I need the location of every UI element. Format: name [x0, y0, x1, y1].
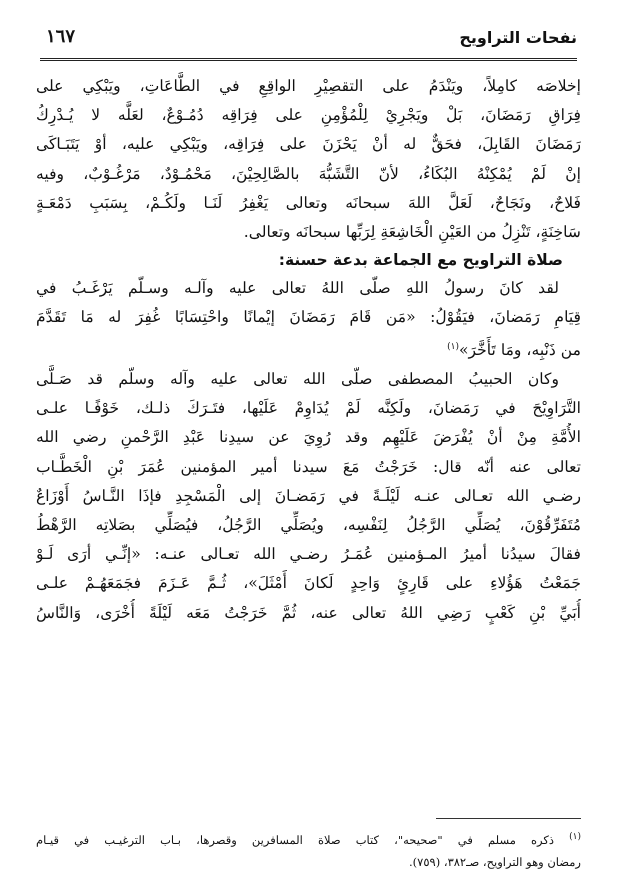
text-line: وكان الحبيبُ المصطفى صلّى الله تعالى عليه وآله وسلّم قد صَـلَّى	[36, 370, 559, 389]
header-divider	[40, 58, 577, 61]
text-line	[36, 333, 581, 365]
text-line: فَلاحٌ، ونَجَاحٌ، لَعَلَّ اللهَ سبحانَه وتعالى يَغْفِرُ لَنَـا ولَكُـمْ، بِسَبَبِ دَمْعَـةٍ	[36, 193, 581, 212]
footnote-line: رمضان وهو التراويح، صـ٣٨٢، (٧٥٩).	[409, 854, 581, 869]
text-line: سَاخِنَةٍ، تَنْزِلُ من العَيْنِ الْخَاشِعَةِ لِرَبِّها سبحانَه وتعالى.	[243, 223, 581, 242]
footnote-line	[36, 826, 581, 851]
text-line: لقد كانَ رسولُ اللهِ صلّى اللهُ تعالى عليه وآلـه وسـلّم يَرْغَـبُ في	[36, 279, 559, 298]
text-line: إنْ لَمْ يُمْكِنْهُ البُكَاءُ، لأنّ التَّشَبُّهَ بالصَّالِحِيْنَ، مَحْمُـوْدٌ، مَرْغُـوْبٌ، وفيه	[36, 164, 581, 183]
text-line-content: من ذَنْبِه، ومَا تَأَخَّرَ»	[459, 340, 581, 359]
text-line: تعالى عنه أنّه قال: خَرَجْتُ مَعَ سيدنا أمير المؤمنين عُمَرَ بْنِ الْخَطَّـاب	[36, 457, 581, 476]
main-text	[36, 72, 581, 628]
text-line: رَمَضَانَ القَابِلَ، فحَقٌّ له أنْ يَحْزَنَ على فِرَاقِه، ويَبْكِي عليه، أوْ يَتَبَـاكَى	[36, 135, 581, 154]
text-line: فِرَاقِ رَمَضَانَ، بَلْ ويَجْرِيْ لِلْمُؤْمِنِ على فِرَاقِه دُمُـوْعٌ، لعَلَّه لا يُـدْرِكُ	[36, 106, 581, 125]
text-line: جَمَعْتُ هَؤُلاءِ على قَارِئٍ وَاحِدٍ لَكانَ أَمْثَلَ»، ثُـمَّ عَـزَمَ فجَمَعَهُـمْ علـى	[36, 574, 581, 593]
text-line: فقالَ سيدُنا أميرُ المـؤمنين عُمَـرُ رضـي الله تعـالى عنـه: «إنِّـي أرَى لَـوْ	[36, 545, 581, 564]
page-header	[40, 24, 577, 52]
footnote	[36, 826, 581, 873]
footnote-marker: (١)	[569, 832, 581, 842]
footnote-divider	[436, 818, 581, 819]
text-line: إخلاصَه كامِلاً، ويَنْدَمُ على التقصِيْرِ الواقِعِ في الطَّاعَاتِ، ويَبْكِي على	[36, 77, 581, 95]
page-number: ١٦٧	[46, 26, 76, 47]
footnote-text: ذكره مسلم في "صحيحه"، كتاب صلاة المسافرين وقصرها، بـاب الترغيـب في قيـام	[36, 832, 554, 847]
text-line: التَّرَاوِيْحَ في رَمَضانَ، ولَكِنَّه لَمْ يُدَاوِمْ عَلَيْها، فتَـرَكَ ذلـك، خَوْفًـا علـى	[36, 399, 581, 418]
text-line: قِيَامِ رَمَضانَ، فيَقُوْلُ: «مَن قَامَ رَمَضَانَ إيْمانًا واحْتِسَابًا غُفِرَ له مَا تَقَدَّمَ	[36, 308, 581, 327]
footnote-reference[interactable]: (١)	[447, 341, 459, 352]
text-line: رضـي الله تعـالى عنـه لَيْلَـةً في رَمَضـانَ إلى الْمَسْجِدِ فإذَا النَّـاسُ أَوْزَاعٌ	[36, 486, 581, 505]
text-line: أُبَيِّ بْنِ كَعْبٍ رَضِي اللهُ تعالى عنه، ثُمَّ خَرَجْتُ مَعَه لَيْلَةً أُخْرَى، وَالنَّاسُ	[36, 603, 581, 622]
text-line: مُتَفَرِّقُوْنَ، يُصَلِّي الرَّجُلُ لِنَفْسِه، ويُصَلِّي الرَّجُلُ، فيُصَلِّي بصَلاتِه الرَّهْطُ	[36, 516, 581, 535]
section-heading: صلاة التراويح مع الجماعة بدعة حسنة:	[278, 251, 563, 270]
running-title: نفحات التراويح	[459, 28, 577, 47]
text-line: الأُمَّةِ مِنْ أنْ يُفْرَضَ عَلَيْهِم وقد رُوِيَ عن سيدِنا عَبْدِ الرَّحْمنِ رضي الله	[36, 428, 581, 447]
